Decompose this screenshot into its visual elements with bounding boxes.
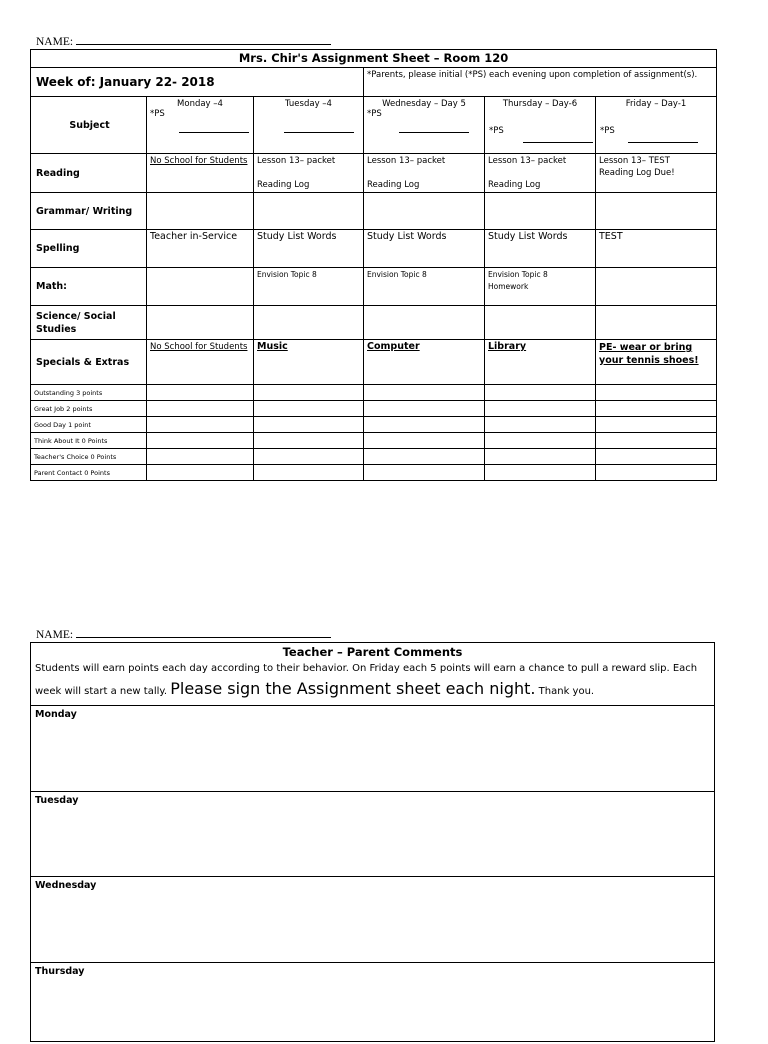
cell-text: Reading Log — [488, 180, 541, 190]
info-thanks: Thank you. — [538, 686, 595, 697]
cell-text: Study List Words — [257, 231, 337, 242]
day-label: Thursday — [35, 966, 85, 977]
name-field[interactable] — [36, 34, 331, 48]
math-wednesday — [364, 268, 485, 306]
ps-label: *PS — [489, 126, 504, 136]
subject-spelling: Spelling — [31, 230, 147, 268]
grammar-tuesday — [254, 193, 364, 230]
cell-text: Study List Words — [488, 231, 568, 242]
subject-specials: Specials & Extras — [31, 340, 147, 385]
subject-math: Math: — [31, 268, 147, 306]
day-header-wednesday — [364, 97, 485, 154]
comments-title: Teacher – Parent Comments — [282, 645, 463, 659]
ps-initial-line[interactable] — [523, 142, 593, 143]
day-name: Friday – Day-1 — [625, 99, 687, 109]
name-underline — [76, 627, 331, 638]
points-row-label: Think About It 0 Points — [31, 433, 147, 449]
day-name: Tuesday –4 — [285, 99, 332, 109]
science-monday — [147, 306, 254, 340]
points-row-label: Good Day 1 point — [31, 417, 147, 433]
day-label: Tuesday — [35, 795, 79, 806]
cell-text: TEST — [599, 231, 623, 242]
science-thursday — [485, 306, 596, 340]
spelling-wednesday — [364, 230, 485, 268]
reading-monday — [147, 154, 254, 193]
info-text: Students will earn points each day according to their behavior. On Friday each 5 points will earn a chance to pull a reward slip. Each week will start a new tally. — [35, 663, 698, 697]
subject-grammar: Grammar/ Writing — [31, 193, 147, 230]
points-row-label: Outstanding 3 points — [31, 385, 147, 401]
ps-label: *PS — [600, 126, 615, 136]
math-tuesday — [254, 268, 364, 306]
ps-initial-line[interactable] — [179, 132, 249, 133]
day-label: Wednesday — [35, 880, 97, 891]
cell-text: Envision Topic 8 — [257, 270, 317, 279]
science-friday — [596, 306, 717, 340]
day-header-tuesday — [254, 97, 364, 154]
reading-wednesday — [364, 154, 485, 193]
sheet-title: Mrs. Chir's Assignment Sheet – Room 120 — [31, 50, 717, 68]
specials-thursday — [485, 340, 596, 385]
subject-reading: Reading — [31, 154, 147, 193]
grammar-friday — [596, 193, 717, 230]
cell-text: Teacher in-Service — [150, 231, 238, 242]
cell-text: PE- wear or bring your tennis shoes! — [599, 342, 699, 366]
specials-tuesday — [254, 340, 364, 385]
cell-text: Reading Log Due! — [599, 168, 675, 178]
ps-label: *PS — [367, 109, 382, 119]
cell-text: Envision Topic 8 — [367, 270, 427, 279]
day-header-monday — [147, 97, 254, 154]
comment-tuesday[interactable] — [31, 791, 714, 877]
cell-text: Reading Log — [257, 180, 310, 190]
science-tuesday — [254, 306, 364, 340]
spelling-thursday — [485, 230, 596, 268]
day-label: Monday — [35, 709, 77, 720]
spelling-monday — [147, 230, 254, 268]
math-monday — [147, 268, 254, 306]
math-friday — [596, 268, 717, 306]
comment-monday[interactable] — [31, 705, 714, 792]
cell-text: Lesson 13– packet — [488, 156, 567, 166]
week-of: Week of: January 22- 2018 — [31, 68, 364, 97]
comment-wednesday[interactable] — [31, 876, 714, 963]
comment-thursday[interactable] — [31, 962, 714, 1044]
day-name: Thursday – Day-6 — [502, 99, 578, 109]
specials-friday — [596, 340, 717, 385]
cell-text: Homework — [488, 282, 529, 291]
spelling-tuesday — [254, 230, 364, 268]
name-label: NAME: — [36, 36, 74, 48]
ps-initial-line[interactable] — [284, 132, 354, 133]
cell-text: No School for Students — [150, 342, 248, 352]
reading-thursday — [485, 154, 596, 193]
math-thursday — [485, 268, 596, 306]
grammar-monday — [147, 193, 254, 230]
science-wednesday — [364, 306, 485, 340]
ps-initial-line[interactable] — [399, 132, 469, 133]
cell-text: Computer — [367, 341, 420, 352]
cell-text: Lesson 13– packet — [367, 156, 446, 166]
cell-text: Music — [257, 341, 288, 352]
spelling-friday — [596, 230, 717, 268]
points-row-label: Teacher's Choice 0 Points — [31, 449, 147, 465]
cell-text: Lesson 13– packet — [257, 156, 336, 166]
reading-tuesday — [254, 154, 364, 193]
name-field[interactable] — [36, 627, 331, 641]
parents-note: *Parents, please initial (*PS) each evening upon completion of assignment(s). — [364, 68, 717, 97]
assignment-sheet-table — [30, 49, 717, 481]
grammar-thursday — [485, 193, 596, 230]
cell-text: Lesson 13– TEST — [599, 156, 670, 166]
ps-label: *PS — [150, 109, 165, 119]
subject-science: Science/ Social Studies — [31, 306, 147, 340]
day-name: Wednesday – Day 5 — [382, 99, 466, 109]
comments-info — [31, 659, 714, 702]
cell-text: Study List Words — [367, 231, 447, 242]
day-header-friday — [596, 97, 717, 154]
grammar-wednesday — [364, 193, 485, 230]
specials-wednesday — [364, 340, 485, 385]
name-underline — [76, 34, 331, 45]
cell-text: Envision Topic 8 — [488, 270, 548, 279]
day-header-thursday — [485, 97, 596, 154]
cell-text: Library — [488, 341, 527, 352]
subject-header: Subject — [31, 97, 147, 154]
cell-text: Reading Log — [367, 180, 420, 190]
cell-text: No School for Students — [150, 156, 248, 166]
points-row-label: Parent Contact 0 Points — [31, 465, 147, 481]
points-row-label: Great Job 2 points — [31, 401, 147, 417]
ps-initial-line[interactable] — [628, 142, 698, 143]
day-name: Monday –4 — [177, 99, 223, 109]
reading-friday — [596, 154, 717, 193]
info-emphasis: Please sign the Assignment sheet each night. — [170, 679, 536, 698]
specials-monday — [147, 340, 254, 385]
comments-box — [30, 642, 715, 1042]
name-label: NAME: — [36, 629, 74, 641]
